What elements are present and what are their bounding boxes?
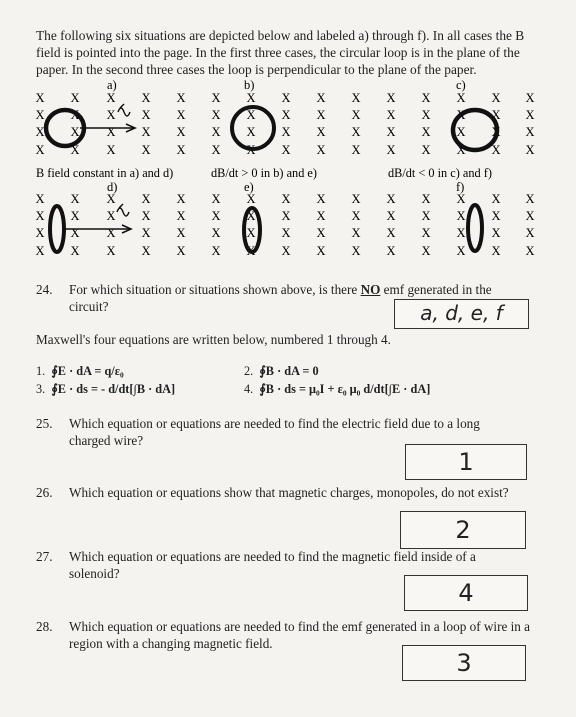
field-x-marker: X <box>456 209 466 223</box>
field-x-marker: X <box>176 226 186 240</box>
field-x-marker: X <box>176 192 186 206</box>
field-x-marker: X <box>176 244 186 258</box>
field-x-marker: X <box>70 125 80 139</box>
field-x-marker: X <box>281 192 291 206</box>
question-text: For which situation or situations shown above, is there NO emf generated in the circuit? <box>69 282 492 314</box>
field-x-marker: X <box>386 108 396 122</box>
field-x-marker: X <box>351 226 361 240</box>
question-number: 26. <box>36 485 53 500</box>
field-x-marker: X <box>35 192 45 206</box>
field-x-marker: X <box>421 108 431 122</box>
field-x-marker: X <box>525 91 535 105</box>
panel-label-c: c) <box>456 78 466 92</box>
field-x-marker: X <box>106 143 116 157</box>
answer-box-25[interactable] <box>405 444 527 480</box>
field-x-marker: X <box>525 143 535 157</box>
field-x-marker: X <box>106 91 116 105</box>
field-x-marker: X <box>106 209 116 223</box>
panel-label-a: a) <box>107 78 117 92</box>
field-x-marker: X <box>421 226 431 240</box>
field-x-marker: X <box>70 108 80 122</box>
field-x-marker: X <box>316 108 326 122</box>
loop-d <box>50 206 64 252</box>
field-x-marker: X <box>141 226 151 240</box>
field-x-marker: X <box>211 91 221 105</box>
field-x-marker: X <box>246 108 256 122</box>
field-x-marker: X <box>316 244 326 258</box>
field-x-marker: X <box>351 143 361 157</box>
field-x-marker: X <box>246 209 256 223</box>
field-x-marker: X <box>421 143 431 157</box>
field-figure <box>0 0 576 280</box>
field-x-marker: X <box>491 244 501 258</box>
field-x-marker: X <box>70 192 80 206</box>
panel-label-e: e) <box>244 180 254 194</box>
field-x-marker: X <box>386 226 396 240</box>
answer-26: 2 <box>455 516 471 544</box>
field-x-marker: X <box>141 192 151 206</box>
field-x-marker: X <box>141 125 151 139</box>
equation-4: 4. ∮B · ds = μ₀I + ε₀ μ₀ d/dt[∫E · dA] <box>244 382 431 396</box>
field-x-marker: X <box>456 143 466 157</box>
question-text: Which equation or equations are needed to find the electric field due to a long charged wire? <box>69 416 480 448</box>
field-x-marker: X <box>316 125 326 139</box>
field-x-marker: X <box>35 125 45 139</box>
field-x-marker: X <box>35 143 45 157</box>
field-x-marker: X <box>211 244 221 258</box>
field-x-marker: X <box>35 108 45 122</box>
field-x-marker: X <box>525 125 535 139</box>
question-text: Which equation or equations are needed to find the magnetic field inside of a solenoid? <box>69 549 476 581</box>
field-x-marker: X <box>525 226 535 240</box>
caption-decreasing: dB/dt < 0 in c) and f) <box>388 166 492 180</box>
field-x-marker: X <box>525 192 535 206</box>
field-x-marker: X <box>281 125 291 139</box>
maxwell-intro: Maxwell's four equations are written below, numbered 1 through 4. <box>36 332 391 347</box>
field-x-marker: X <box>70 226 80 240</box>
question-number: 25. <box>36 416 53 431</box>
question-text: Which equation or equations are needed to find the emf generated in a loop of wire in a region with a changing magnetic field. <box>69 619 531 651</box>
field-x-marker: X <box>491 108 501 122</box>
question-text: Which equation or equations show that magnetic charges, monopoles, do not exist? <box>69 485 509 500</box>
field-x-marker: X <box>316 192 326 206</box>
field-x-marker: X <box>176 143 186 157</box>
field-x-marker: X <box>176 91 186 105</box>
field-x-marker: X <box>386 244 396 258</box>
answer-box-28[interactable] <box>402 645 526 681</box>
field-x-marker: X <box>70 143 80 157</box>
field-x-marker: X <box>316 209 326 223</box>
field-x-marker: X <box>141 91 151 105</box>
field-x-marker: X <box>386 91 396 105</box>
field-x-marker: X <box>141 143 151 157</box>
field-x-marker: X <box>351 108 361 122</box>
field-x-marker: X <box>35 209 45 223</box>
field-x-marker: X <box>421 91 431 105</box>
field-x-marker: X <box>351 244 361 258</box>
equation-2: 2. ∮B · dA = 0 <box>244 364 319 378</box>
field-x-marker: X <box>141 209 151 223</box>
field-x-marker: X <box>246 244 256 258</box>
field-x-marker: X <box>246 125 256 139</box>
field-x-marker: X <box>211 108 221 122</box>
field-x-marker: X <box>491 125 501 139</box>
field-x-marker: X <box>35 91 45 105</box>
caption-increasing: dB/dt > 0 in b) and e) <box>211 166 317 180</box>
field-x-marker: X <box>456 125 466 139</box>
field-x-marker: X <box>281 209 291 223</box>
field-x-marker: X <box>141 244 151 258</box>
field-x-marker: X <box>525 108 535 122</box>
field-x-marker: X <box>386 209 396 223</box>
field-x-marker: X <box>246 143 256 157</box>
panel-label-b: b) <box>244 78 255 92</box>
field-x-marker: X <box>456 108 466 122</box>
field-x-marker: X <box>246 192 256 206</box>
equation-3: 3. ∮E · ds = - d/dt[∫B · dA] <box>36 382 176 396</box>
field-x-marker: X <box>70 244 80 258</box>
field-x-marker: X <box>246 91 256 105</box>
field-x-marker: X <box>421 125 431 139</box>
field-x-marker: X <box>456 226 466 240</box>
field-x-marker: X <box>456 244 466 258</box>
field-x-marker: X <box>351 91 361 105</box>
field-x-marker: X <box>281 244 291 258</box>
field-x-marker: X <box>35 244 45 258</box>
answer-box-26[interactable] <box>400 511 526 549</box>
field-x-marker: X <box>211 125 221 139</box>
field-x-marker: X <box>281 91 291 105</box>
field-x-marker: X <box>316 91 326 105</box>
field-x-marker: X <box>211 226 221 240</box>
equation-1: 1. ∮E · dA = q/ε₀ <box>36 364 124 378</box>
answer-27: 4 <box>458 579 474 607</box>
field-x-marker: X <box>141 108 151 122</box>
field-x-marker: X <box>491 91 501 105</box>
field-x-marker: X <box>106 192 116 206</box>
answer-28: 3 <box>456 649 472 677</box>
panel-label-f: f) <box>456 180 465 194</box>
field-x-marker: X <box>386 192 396 206</box>
caption-constant: B field constant in a) and d) <box>36 166 174 180</box>
answer-25: 1 <box>458 448 474 476</box>
answer-box-27[interactable] <box>404 575 528 611</box>
field-x-marker: X <box>281 108 291 122</box>
field-x-marker: X <box>491 209 501 223</box>
field-x-marker: X <box>106 226 116 240</box>
field-x-marker: X <box>525 244 535 258</box>
field-x-marker: X <box>386 143 396 157</box>
panel-label-d: d) <box>107 180 118 194</box>
field-x-marker: X <box>421 192 431 206</box>
field-x-marker: X <box>351 209 361 223</box>
field-x-marker: X <box>106 244 116 258</box>
field-x-marker: X <box>316 143 326 157</box>
loop-f <box>468 205 482 251</box>
field-x-marker: X <box>491 192 501 206</box>
field-x-marker: X <box>351 125 361 139</box>
question-number: 28. <box>36 619 53 634</box>
field-x-marker: X <box>176 125 186 139</box>
field-x-marker: X <box>246 226 256 240</box>
intro-text: The following six situations are depicted below and labeled a) through f). In all cases the B field is pointed into the page. In the first three cases, the circular loop is in the plane of the paper. In the second three cases the loop is perpendicular to the plane of the paper. <box>36 28 525 78</box>
field-x-marker: X <box>421 244 431 258</box>
answer-24: a, d, e, f <box>420 301 503 325</box>
field-x-marker: X <box>106 125 116 139</box>
question-number: 24. <box>36 282 53 297</box>
field-x-marker: X <box>421 209 431 223</box>
field-x-marker: X <box>70 209 80 223</box>
field-x-marker: X <box>176 209 186 223</box>
field-x-marker: X <box>70 91 80 105</box>
field-x-marker: X <box>386 125 396 139</box>
field-diagram <box>0 0 576 280</box>
field-x-marker: X <box>456 91 466 105</box>
answer-box-24[interactable] <box>394 299 529 329</box>
field-x-marker: X <box>316 226 326 240</box>
field-x-marker: X <box>491 143 501 157</box>
field-x-marker: X <box>211 192 221 206</box>
field-x-marker: X <box>491 226 501 240</box>
question-number: 27. <box>36 549 53 564</box>
field-x-marker: X <box>281 226 291 240</box>
field-x-marker: X <box>211 143 221 157</box>
field-x-marker: X <box>525 209 535 223</box>
field-x-marker: X <box>106 108 116 122</box>
field-x-marker: X <box>456 192 466 206</box>
field-x-marker: X <box>35 226 45 240</box>
field-x-marker: X <box>176 108 186 122</box>
field-x-marker: X <box>211 209 221 223</box>
field-x-marker: X <box>351 192 361 206</box>
field-x-marker: X <box>281 143 291 157</box>
